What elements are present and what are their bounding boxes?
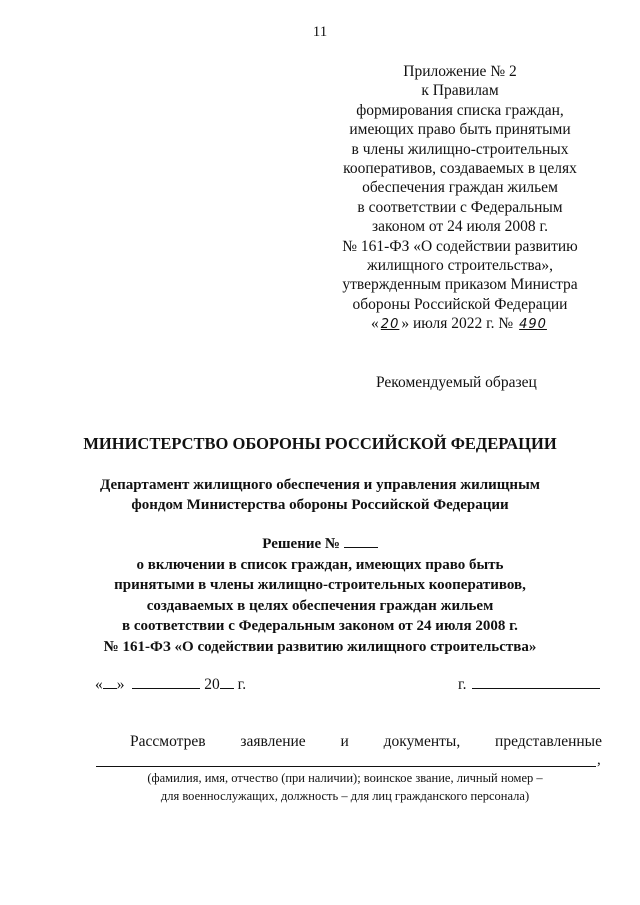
year-suffix: г.	[237, 676, 247, 693]
appendix-line: обеспечения граждан жильем	[362, 179, 558, 197]
year-blank	[220, 676, 234, 689]
body-word: документы,	[383, 733, 461, 750]
appendix-line: утвержденным приказом Министра	[342, 276, 578, 294]
appendix-line: имеющих право быть принятыми	[349, 121, 571, 139]
decision-line: принятыми в члены жилищно-строительных кооперативов,	[114, 577, 526, 593]
body-text-line	[130, 733, 602, 751]
decision-number-blank	[344, 535, 378, 548]
appendix-line: № 161-ФЗ «О содействии развитию	[342, 237, 578, 255]
date-open-quote: «	[95, 676, 103, 693]
sample-label: Рекомендуемый образец	[376, 374, 537, 391]
department-line: Департамент жилищного обеспечения и управления жилищным	[99, 477, 541, 493]
order-date-text: » июля 2022 г. №	[401, 315, 514, 333]
order-number: 490	[519, 317, 547, 333]
applicant-fill-line	[96, 752, 596, 767]
decision-line: создаваемых в целях обеспечения граждан жильем	[146, 597, 494, 614]
month-blank	[132, 676, 200, 689]
body-word: заявление	[240, 733, 306, 750]
decision-title: Решение №	[262, 536, 340, 552]
decision-line: в соответствии с Федеральным законом от 24 июля 2008 г.	[122, 618, 518, 634]
decision-heading	[0, 534, 640, 657]
appendix-line: к Правилам	[421, 82, 499, 100]
fill-line-comma: ,	[597, 752, 601, 768]
appendix-line: Приложение № 2	[403, 63, 517, 80]
decision-line: № 161-ФЗ «О содействии развитию жилищного строительства»	[103, 638, 537, 655]
appendix-line: в члены жилищно-строительных	[351, 140, 569, 158]
appendix-block	[330, 62, 590, 335]
decision-line: о включении в список граждан, имеющих право быть	[136, 556, 504, 573]
decision-date-line	[95, 676, 246, 694]
appendix-line: обороны Российской Федерации	[352, 295, 568, 313]
caption-line: для военнослужащих, должность – для лиц гражданского персонала)	[160, 789, 530, 803]
fill-line-caption	[0, 769, 640, 805]
decision-title-line	[0, 534, 640, 555]
appendix-line: жилищного строительства»,	[367, 257, 553, 275]
department-heading	[0, 475, 640, 515]
city-prefix: г.	[458, 676, 467, 693]
appendix-line: законом от 24 июля 2008 г.	[371, 218, 549, 236]
caption-line: (фамилия, имя, отчество (при наличии); воинское звание, личный номер –	[147, 771, 543, 785]
appendix-line: кооперативов, создаваемых в целях	[343, 160, 577, 178]
date-close-quote: »	[116, 676, 125, 693]
ministry-heading: МИНИСТЕРСТВО ОБОРОНЫ РОССИЙСКОЙ ФЕДЕРАЦИИ	[83, 434, 557, 453]
appendix-line: формирования списка граждан,	[356, 101, 564, 119]
appendix-line: в соответствии с Федеральным	[357, 198, 563, 216]
year-prefix: 20	[204, 676, 220, 693]
order-date-open: «	[371, 315, 379, 333]
order-date-line	[330, 314, 590, 334]
body-word: Рассмотрев	[130, 733, 206, 750]
city-line	[458, 676, 600, 694]
day-blank	[103, 676, 117, 689]
body-word: и	[340, 733, 349, 750]
body-word: представленные	[495, 733, 602, 750]
order-day: 20	[380, 317, 400, 333]
department-line: фондом Министерства обороны Российской Федерации	[131, 497, 509, 513]
city-blank	[472, 676, 600, 689]
page-number: 11	[312, 24, 328, 40]
